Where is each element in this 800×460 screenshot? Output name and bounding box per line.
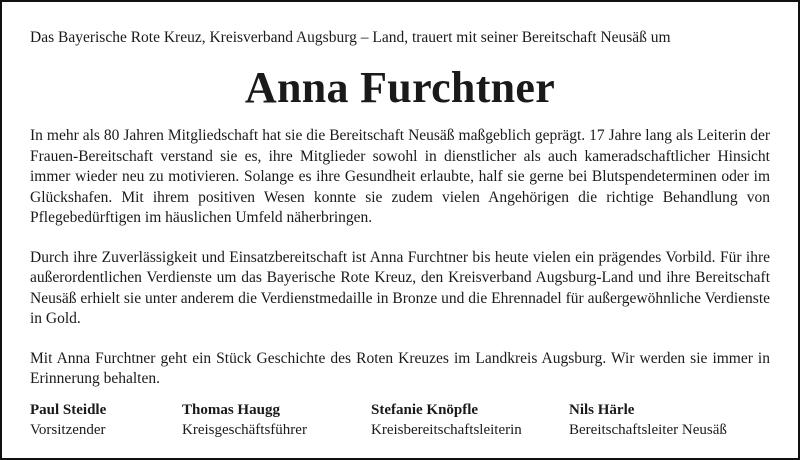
signature-name: Paul Steidle <box>30 402 107 418</box>
paragraph-merits: Durch ihre Zuverlässigkeit und Einsatzbereitschaft ist Anna Furchtner bis heute vielen ein prägendes Vorbild. Für ihre außerordentlichen Verdienste um das Bayerische Rote Kreuz, den Kreisverband Augsburg-Land und ihre Bereitschaft Neusäß erhielt sie unter anderem die Verdienstmedaille in Bronze und die Ehrennadel für außergewöhnliche Verdienste in Gold. <box>30 248 770 327</box>
signature-managing-director <box>182 400 371 440</box>
signature-chairman <box>30 400 182 440</box>
signature-role: Bereitschaftsleiter Neusäß <box>569 422 727 438</box>
intro-text: Das Bayerische Rote Kreuz, Kreisverband Augsburg – Land, trauert mit seiner Bereitschaft Neusäß um <box>30 29 671 46</box>
signature-row <box>30 400 770 440</box>
signature-unit-leader <box>569 400 770 440</box>
signature-name: Thomas Haugg <box>182 402 280 418</box>
signature-role: Vorsitzender <box>30 422 106 438</box>
signature-role: Kreisbereitschaftsleiterin <box>371 422 522 438</box>
signature-role: Kreisgeschäftsführer <box>182 422 307 438</box>
signature-district-leader <box>371 400 569 440</box>
deceased-name: Anna Furchtner <box>244 63 556 112</box>
signature-name: Stefanie Knöpfle <box>371 402 479 418</box>
paragraph-remembrance: Mit Anna Furchtner geht ein Stück Geschichte des Roten Kreuzes im Landkreis Augsburg. Wir werden sie immer in Erinnerung behalten. <box>30 349 770 387</box>
paragraph-membership: In mehr als 80 Jahren Mitgliedschaft hat sie die Bereitschaft Neusäß maßgeblich geprägt. 17 Jahre lang als Leiterin der Frauen-Bereitschaft verstand sie es, ihre Mitglieder sowohl in dienstlicher als auch kameradschaftlicher Hinsicht immer wieder neu zu motivieren. Solange es ihre Gesundheit erlaubte, half sie gerne bei Blutspendeterminen oder im Glückshafen. Mit ihrem positiven Wesen konnte sie zudem vielen Angehörigen die richtige Behandlung von Pflegebedürftigen im häuslichen Umfeld näherbringen. <box>30 127 770 226</box>
signature-name: Nils Härle <box>569 402 635 418</box>
